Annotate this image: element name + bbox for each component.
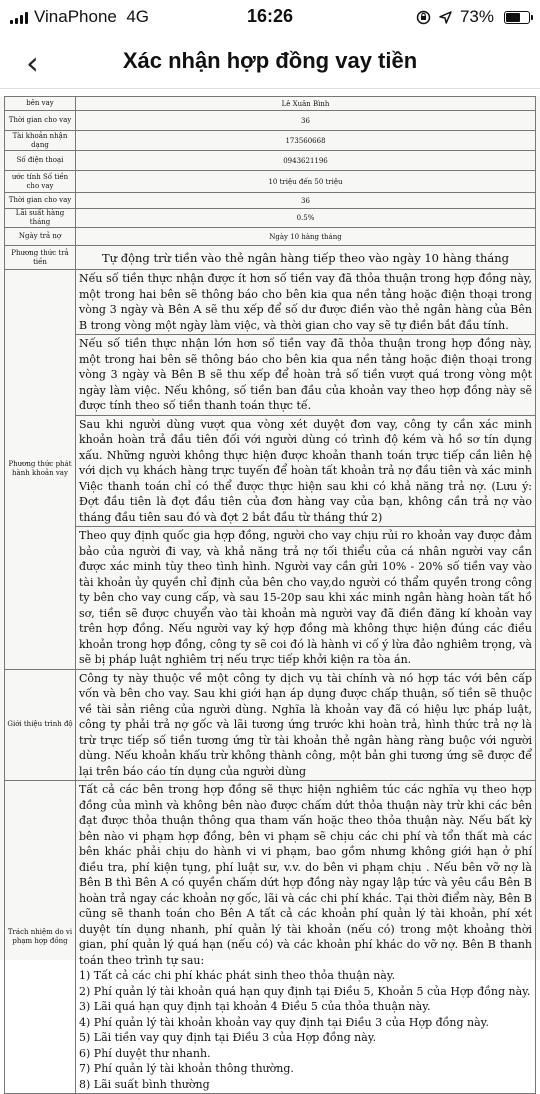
method-paragraph: Theo quy định quốc gia hợp đồng, người cho vay chịu rủi ro khoản vay được đảm bảo của người đi vay, và khả năng trả nợ tối thiểu của cá nhân người vay cần được xác minh tùy theo tình hình. Người vay cần gửi 10% - 20% số tiền vay vào tài khoản ủy quyền chỉ định của bên cho vay,do người có thẩm quyền trong công ty bên cho vay cung cấp, và sau 15-20p sau khi xác minh ngân hàng hoàn tất hồ sơ, tiền sẽ được chuyển vào tài khoản mà người vay đã điền đăng kí khoản vay trên hợp đồng. Nếu người vay ký hợp đồng mà không thực hiện đúng các điều khoản trong hợp đồng, công ty sẽ coi đó là hành vi cố ý lừa đảo nghiêm trọng, và sẽ bị pháp luật nghiêm trị nếu trực tiếp khởi kiện ra tòa án. (79, 529, 532, 666)
list-item: 4) Phí quản lý tài khoản khoản vay quy định tại Điều 3 của Hợp đồng này. (79, 1015, 489, 1029)
network-type: 4G (126, 7, 150, 26)
row-value: Lê Xuân Bình (76, 97, 536, 111)
table-row (5, 97, 536, 111)
section-content (76, 781, 536, 1094)
table-row (5, 111, 536, 131)
section-label: Trách nhiệm do vi phạm hợp đồng (5, 781, 76, 1094)
table-row (5, 151, 536, 171)
row-value: Tự động trừ tiền vào thẻ ngân hàng tiếp theo vào ngày 10 hàng tháng (76, 246, 536, 270)
row-value: 173560668 (76, 131, 536, 151)
section-label: Giới thiệu trình độ (5, 669, 76, 781)
section-label: Phương thức phát hành khoản vay (5, 270, 76, 670)
list-item: 1) Tất cả các chi phí khác phát sinh theo thỏa thuận này. (79, 969, 396, 982)
status-bar (0, 0, 540, 34)
table-row (5, 228, 536, 246)
table-row (5, 193, 536, 209)
row-value: 0.5% (76, 209, 536, 228)
row-label: bên vay (5, 97, 76, 111)
table-row (5, 246, 536, 270)
row-label: ước tính Số tiền cho vay (5, 171, 76, 193)
chevron-left-icon: ‹ (26, 44, 39, 82)
page-title: Xác nhận hợp đồng vay tiền (122, 48, 418, 73)
row-label: Tài khoản nhận dạng (5, 131, 76, 151)
list-item: 5) Lãi tiền vay quy định tại Điều 3 của Hợp đồng này. (79, 1031, 377, 1044)
battery-icon (504, 11, 530, 24)
table-row (5, 131, 536, 151)
table-row (5, 209, 536, 228)
row-label: Ngày trả nợ (5, 228, 76, 246)
status-time: 16:26 (246, 6, 294, 26)
list-item: 7) Phí quản lý tài khoản thông thường. (79, 1062, 294, 1075)
list-item: 8) Lãi suất bình thường (79, 1077, 210, 1091)
table-row (5, 171, 536, 193)
section-content (76, 270, 536, 670)
location-arrow-icon (439, 11, 452, 24)
list-item: 3) Lãi quá hạn quy định tại khoản 4 Điều 5 của thỏa thuận này. (79, 1000, 431, 1013)
liability-text: Tất cả các bên trong hợp đồng sẽ thực hiện nghiêm túc các nghĩa vụ theo hợp đồng của mình và không bên nào được chấm dứt thỏa thuận này trừ khi các bên đạt được thỏa thuận thông qua tham vấn hoặc theo thỏa thuận này. Nếu bất kỳ bên nào vi phạm hợp đồng, bên vi phạm sẽ chịu các chi phí và tổn thất mà các bên khác phải chịu do hành vi vi phạm, bao gồm nhưng không giới hạn ở phí điều tra, phí kiện tụng, phí luật sư, v.v. do bên vi phạm chịu . Nếu bên vỡ nợ là Bên B thì Bên A có quyền chấm dứt hợp đồng này ngay lập tức và yêu cầu Bên B hoàn trả ngay các khoản nợ gốc, lãi và các chi phí khác. Tại thời điểm này, Bên B cũng sẽ thanh toán cho Bên A tất cả các khoản phí quản lý tài khoản, phí xét duyệt tín dụng nhanh, phí quản lý tài khoản (nếu có) trong một khoảng thời gian, phí quản lý quá hạn (nếu có) và các khoản phí khác do vỡ nợ. Bên B thanh toán theo trình tự sau: (79, 783, 532, 967)
row-label: Lãi suất hàng tháng (5, 209, 76, 228)
row-value: 36 (76, 193, 536, 209)
section-row-intro (5, 669, 536, 781)
intro-text: Công ty này thuộc về một công ty dịch vụ tài chính và nó hợp tác với bên cấp vốn và bên cho vay. Sau khi giới hạn áp dụng được chấp thuận, số tiền sẽ thuộc về tài sản riêng của người dùng. Nghĩa là khoản vay đã có hiệu lực pháp luật, công ty phải trả nợ gốc và lãi tương ứng trước khi hoàn trả, hình thức trả nợ là trừ trực tiếp số tiền tương ứng từ tài khoản thẻ ngân hàng ràng buộc với người dùng. Nếu khoản khấu trừ không thành công, một bản ghi tương ứng sẽ được để lại trên báo cáo tín dụng của người dùng (76, 669, 536, 781)
carrier-name: VinaPhone (34, 7, 117, 26)
screen-lock-icon (416, 10, 431, 25)
row-label: Thời gian cho vay (5, 111, 76, 131)
status-right (416, 7, 530, 27)
method-paragraph: Nếu số tiền thực nhận lớn hơn số tiền vay đã thỏa thuận trong hợp đồng này, một trong hai bên sẽ thông báo cho bên kia qua nền tảng hoặc điện thoại trong vòng 3 ngày và Bên B sẽ thu xếp để hoàn trả số tiền vượt quá trong vòng một ngày làm việc. Nếu không, số tiền ban đầu của khoản vay theo hợp đồng này sẽ được tính theo số tiền thanh toán thực tế. (76, 335, 535, 416)
method-paragraph: Nếu số tiền thực nhận được ít hơn số tiền vay đã thỏa thuận trong hợp đồng này, một trong hai bên sẽ thông báo cho bên kia qua nền tảng hoặc điện thoại trong vòng 3 ngày và Bên A sẽ thu xếp để số dư được điền vào thẻ ngân hàng của Bên B trong vòng một ngày làm việc, và thời gian cho vay sẽ tự điền bắt đầu tính. (76, 270, 535, 335)
row-value: 10 triệu đến 50 triệu (76, 171, 536, 193)
row-value: 0943621196 (76, 151, 536, 171)
row-label: Số điện thoại (5, 151, 76, 171)
contract-document (0, 96, 540, 1091)
battery-level (506, 13, 520, 22)
section-row-method (5, 270, 536, 670)
method-paragraph: Sau khi người dùng vượt qua vòng xét duyệt đơn vay, công ty cần xác minh khoản hoàn trả đầu tiên đối với người dùng có trình độ kém và hồ sơ tín dụng xấu. Những người không thực hiện được khoản thanh toán trực tiếp cần liên hệ với dịch vụ khách hàng trực tuyến để hoàn tất khoản trả nợ đầu tiên và xác minh Việc thanh toán chỉ có thể được thực hiện sau khi có khả năng trả nợ. (Lưu ý: Đợt đầu tiên là đợt đầu tiên của đơn hàng vay của bạn, không cần trả nợ vào tháng đầu tiên sau đó và đợt 2 bắt đầu từ tháng thứ 2) (76, 416, 535, 528)
row-label: Phương thức trả tiền (5, 246, 76, 270)
contract-table (4, 96, 536, 1094)
list-item: 6) Phí duyệt thư nhanh. (79, 1046, 211, 1060)
list-item: 2) Phí quản lý tài khoản quá hạn quy định tại Điều 5, Khoản 5 của Hợp đồng này. (79, 984, 531, 998)
navigation-bar (0, 36, 540, 89)
row-label: Thời gian cho vay (5, 193, 76, 209)
row-value: Ngày 10 hàng tháng (76, 228, 536, 246)
battery-percent: 73% (459, 7, 494, 26)
row-value: 36 (76, 111, 536, 131)
section-row-liability (5, 781, 536, 1094)
